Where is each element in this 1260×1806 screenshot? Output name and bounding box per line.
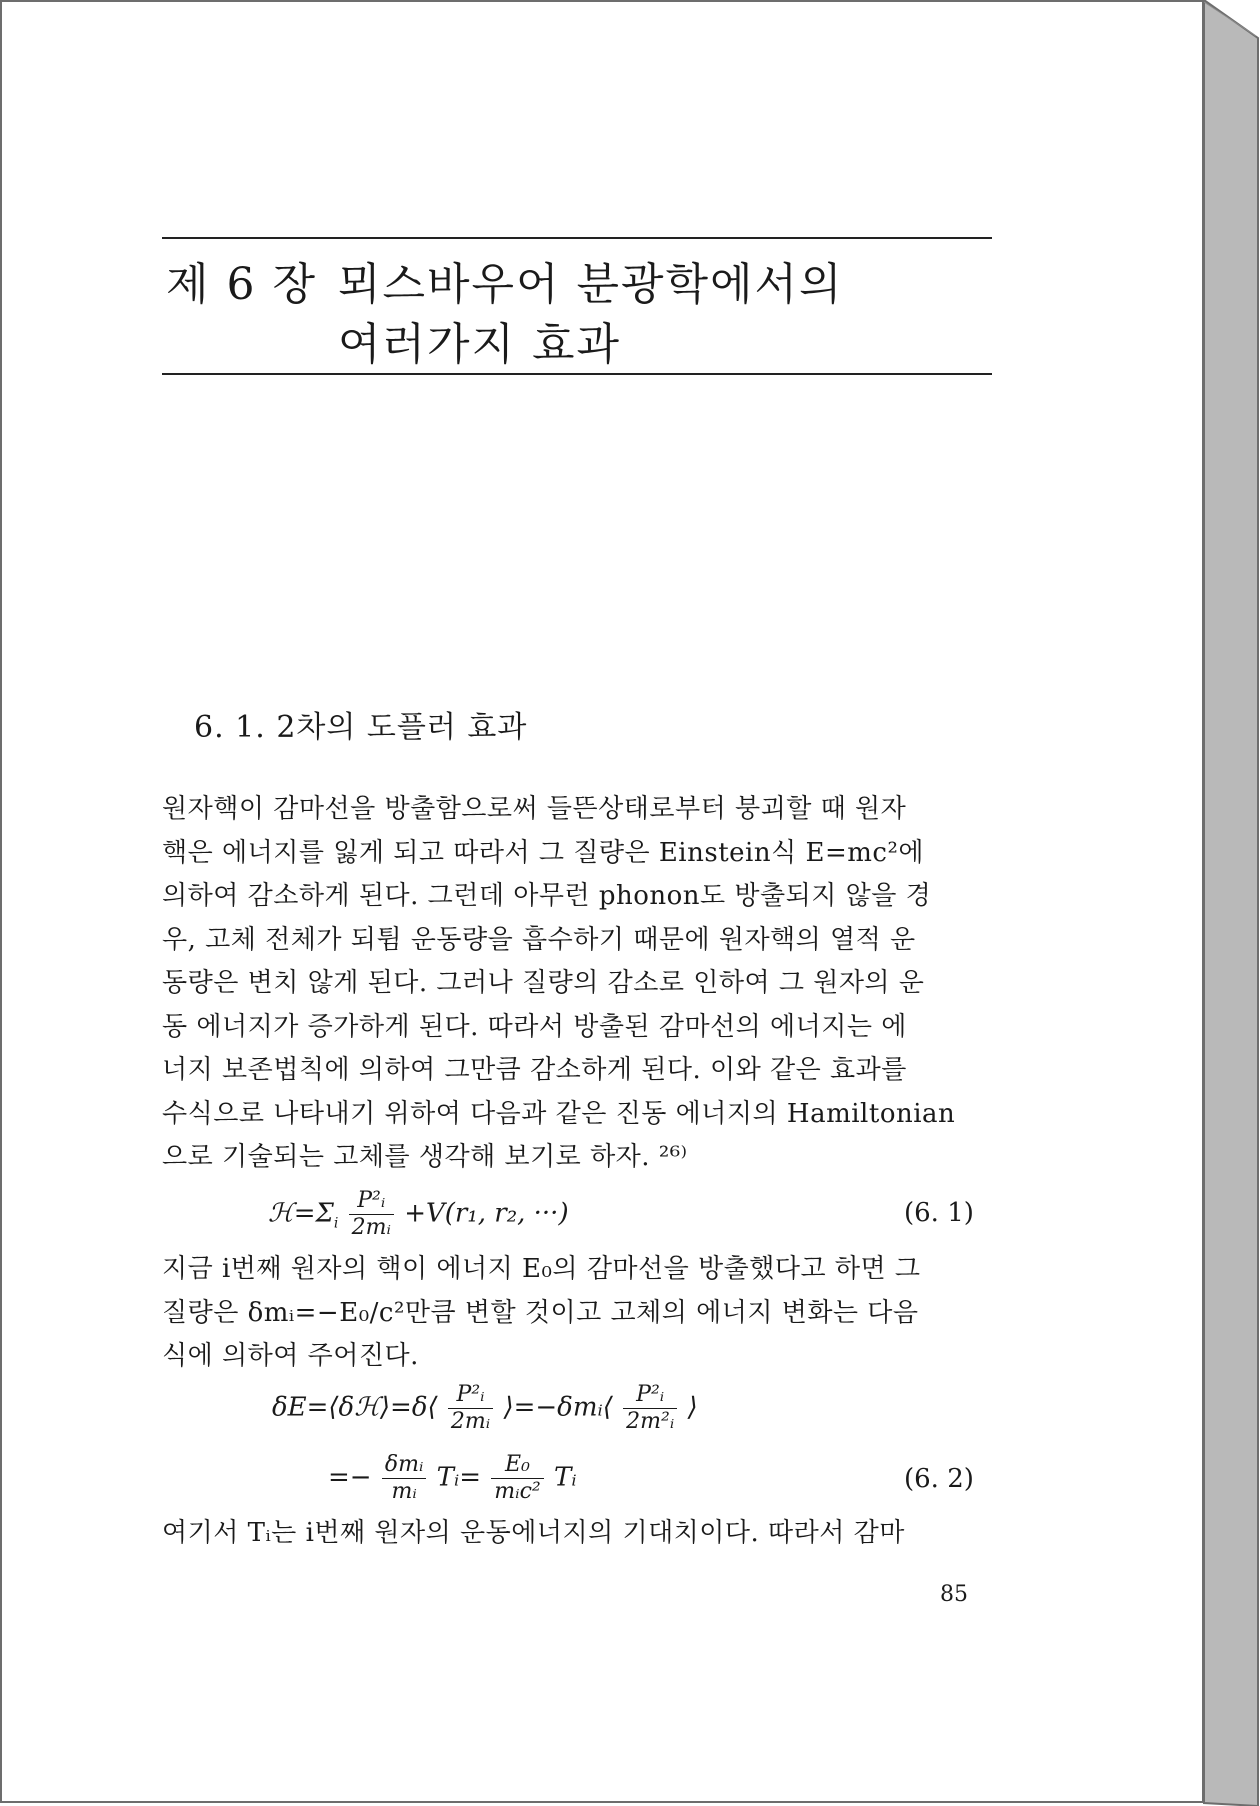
eq2-fraction xyxy=(491,1452,543,1505)
chapter-title-line1: 뫼스바우어 분광학에서의 xyxy=(338,259,844,310)
text-line: 동량은 변치 않게 된다. 그러나 질량의 감소로 인하여 그 원자의 운 xyxy=(162,968,925,998)
equation-6-1 xyxy=(268,1188,569,1241)
eq2-part: ⟩ xyxy=(687,1392,698,1423)
text-line: 핵은 에너지를 잃게 되고 따라서 그 질량은 Einstein식 E=mc²에 xyxy=(162,837,925,868)
eq2-frac-num: δmᵢ xyxy=(382,1452,427,1479)
eq2-frac-num: P²ᵢ xyxy=(623,1382,677,1409)
eq2-part: =− xyxy=(328,1462,372,1493)
paragraph-2 xyxy=(162,1248,994,1379)
chapter-label: 제 6 장 xyxy=(166,259,317,310)
heading-rule-bottom xyxy=(162,373,992,375)
eq2-frac-den: mᵢc² xyxy=(494,1479,541,1504)
heading-rule-top xyxy=(162,237,992,239)
eq1-lhs: ℋ=Σ xyxy=(268,1198,334,1229)
text-line: 지금 i번째 원자의 핵이 에너지 E₀의 감마선을 방출했다고 하면 그 xyxy=(162,1254,921,1284)
eq1-frac-num: P²ᵢ xyxy=(349,1188,394,1215)
eq1-sum-index: i xyxy=(333,1215,339,1232)
text-line: 너지 보존법칙에 의하여 그만큼 감소하게 된다. 이와 같은 효과를 xyxy=(162,1055,907,1085)
chapter-title-line2: 여러가지 효과 xyxy=(338,319,622,370)
eq2-frac-den: 2mᵢ xyxy=(450,1409,491,1434)
eq2-frac-den: mᵢ xyxy=(391,1479,417,1504)
eq2-part: Tᵢ xyxy=(553,1462,577,1493)
equation-number-6-1: (6. 1) xyxy=(904,1198,974,1228)
text-line: 수식으로 나타내기 위하여 다음과 같은 진동 에너지의 Hamiltonian xyxy=(162,1098,956,1129)
eq1-fraction xyxy=(349,1188,394,1241)
text-line: 원자핵이 감마선을 방출함으로써 들뜬상태로부터 붕괴할 때 원자 xyxy=(162,794,907,824)
equation-number-6-2: (6. 2) xyxy=(904,1464,974,1494)
text-line: 여기서 Tᵢ는 i번째 원자의 운동에너지의 기대치이다. 따라서 감마 xyxy=(162,1518,905,1548)
text-line: 동 에너지가 증가하게 된다. 따라서 방출된 감마선의 에너지는 에 xyxy=(162,1011,907,1042)
eq1-frac-den: 2mᵢ xyxy=(351,1215,391,1240)
text-line: 식에 의하여 주어진다. xyxy=(162,1341,419,1371)
text-line: 질량은 δmᵢ=−E₀/c²만큼 변할 것이고 고체의 에너지 변화는 다음 xyxy=(162,1297,919,1328)
eq1-rest: +V(r₁, r₂, ···) xyxy=(404,1198,569,1229)
eq2-frac-den: 2m²ᵢ xyxy=(626,1409,675,1434)
eq2-frac-num: E₀ xyxy=(491,1452,543,1479)
text-line: 의하여 감소하게 된다. 그런데 아무런 phonon도 방출되지 않을 경 xyxy=(162,881,932,911)
section-title: 6. 1. 2차의 도플러 효과 xyxy=(194,710,528,745)
eq2-fraction xyxy=(448,1382,493,1435)
paragraph-1 xyxy=(162,788,994,1180)
eq2-fraction xyxy=(382,1452,427,1505)
text-line: 으로 기술되는 고체를 생각해 보기로 하자. ²⁶⁾ xyxy=(162,1142,688,1172)
equation-6-2-line2 xyxy=(328,1452,577,1505)
paragraph-3 xyxy=(162,1512,994,1556)
page-number: 85 xyxy=(940,1582,968,1607)
eq2-frac-num: P²ᵢ xyxy=(448,1382,493,1409)
eq2-part: ⟩=−δmᵢ⟨ xyxy=(503,1392,613,1423)
eq2-part: Tᵢ= xyxy=(436,1462,482,1493)
equation-6-2-line1 xyxy=(272,1382,698,1435)
text-line: 우, 고체 전체가 되튐 운동량을 흡수하기 때문에 원자핵의 열적 운 xyxy=(162,924,916,955)
eq2-part: δE=⟨δℋ⟩=δ⟨ xyxy=(272,1392,438,1423)
eq2-fraction xyxy=(623,1382,677,1435)
